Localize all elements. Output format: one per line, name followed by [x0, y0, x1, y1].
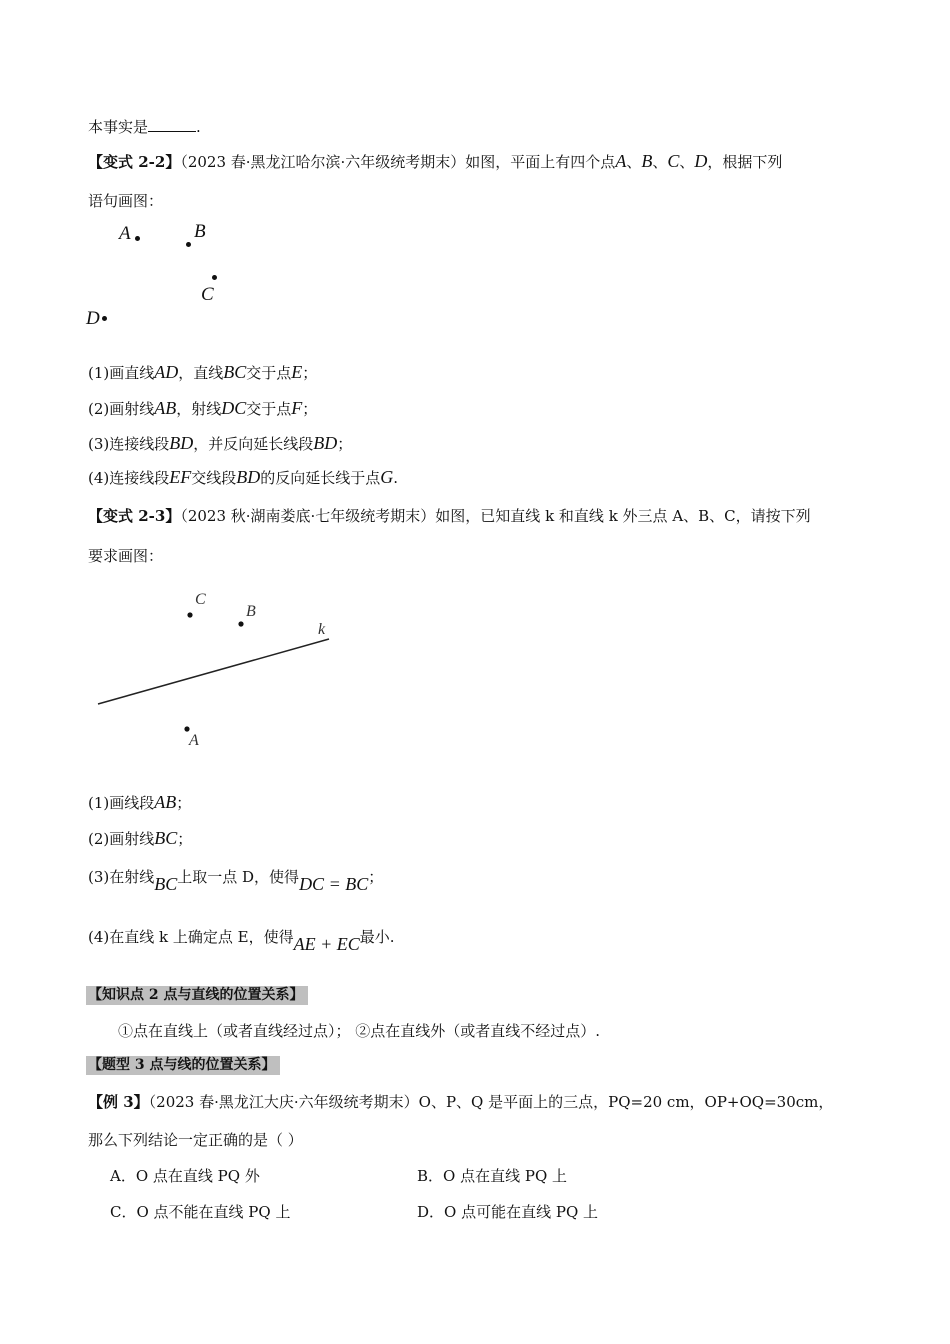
item-math: BD: [169, 433, 194, 453]
option-c[interactable]: C．O 点不能在直线 PQ 上: [110, 1203, 291, 1221]
variant-2-2-text: （2023 春·黑龙江哈尔滨·六年级统考期末）如图，平面上有四个点: [180, 153, 616, 171]
point-d-ref: D: [694, 151, 708, 171]
item-text: (4)在直线 k 上确定点 E，使得: [88, 928, 294, 946]
item-math: AB: [154, 792, 177, 812]
option-b[interactable]: B．O 点在直线 PQ 上: [417, 1167, 568, 1185]
figure1-label-b: B: [194, 221, 206, 242]
line-k: [98, 639, 329, 704]
item-math: AD: [154, 362, 179, 382]
figure2-label-b: B: [246, 603, 256, 620]
variant-2-3-line2: 要求画图：: [88, 547, 164, 565]
variant-2-3-item-3: [88, 866, 384, 894]
variant-2-2-line2: 语句画图：: [88, 192, 164, 210]
item-math: AB: [154, 398, 177, 418]
item-text: (1)画直线: [88, 364, 155, 382]
variant-2-3-item-1: [88, 792, 191, 813]
item-text: ；: [177, 830, 193, 848]
knowledge-point-2-heading: 【知识点 2 点与直线的位置关系】: [86, 986, 308, 1005]
item-math: EF: [169, 467, 192, 487]
item-math: DC: [221, 398, 247, 418]
item-text: 交线段: [191, 469, 237, 487]
sep: 、: [626, 153, 642, 171]
item-math: BC: [154, 874, 178, 894]
item-math: DC = BC: [299, 874, 369, 894]
figure2-point-b: [238, 621, 243, 626]
item-math: E: [291, 362, 303, 382]
item-text: ，直线: [178, 364, 224, 382]
item-text: (1)画线段: [88, 794, 155, 812]
item-text: 交于点: [246, 400, 292, 418]
item-text: (2)画射线: [88, 830, 155, 848]
variant-2-3-item-4: [88, 926, 395, 954]
variant-2-3-text: （2023 秋·湖南娄底·七年级统考期末）如图，已知直线 k 和直线 k 外三点 A、B、C，请按下列: [180, 507, 811, 525]
question-type-3-heading: 【题型 3 点与线的位置关系】: [86, 1056, 280, 1075]
example-3-line1: [88, 1092, 833, 1112]
figure1-label-c: C: [201, 284, 214, 305]
item-math: BD: [236, 467, 261, 487]
item-text: (2)画射线: [88, 400, 155, 418]
item-text: 最小.: [359, 928, 395, 946]
figure2-point-a: [184, 726, 189, 731]
item-math: BC: [223, 362, 247, 382]
item-math: AE + EC: [293, 934, 360, 954]
item-text: (4)连接线段: [88, 469, 170, 487]
sep: 、: [679, 153, 695, 171]
figure2-point-c: [187, 612, 192, 617]
knowledge-point-2-text: ①点在直线上（或者直线经过点）； ②点在直线外（或者直线不经过点）.: [118, 1022, 601, 1040]
figure1-label-d: D: [86, 308, 100, 329]
item-math: F: [291, 398, 303, 418]
figure2-label-c: C: [195, 591, 206, 608]
item-text: ，射线: [176, 400, 222, 418]
variant-2-2-tail: ，根据下列: [707, 153, 783, 171]
item-text: (3)在射线: [88, 868, 155, 886]
item-math: BC: [154, 828, 178, 848]
item-math: BD: [313, 433, 338, 453]
item-math: G: [380, 467, 394, 487]
option-a[interactable]: A．O 点在直线 PQ 外: [110, 1167, 260, 1185]
item-text: .: [393, 469, 399, 487]
example-3-line2: 那么下列结论一定正确的是（ ）: [88, 1131, 303, 1149]
item-text: (3)连接线段: [88, 435, 170, 453]
item-text: ；: [176, 794, 192, 812]
item-text: 的反向延长线于点: [260, 469, 381, 487]
figure2-label-a: A: [189, 732, 199, 749]
point-b-ref: B: [641, 151, 653, 171]
item-text: 交于点: [246, 364, 292, 382]
item-text: ；: [302, 364, 318, 382]
item-text: 上取一点 D，使得: [177, 868, 300, 886]
item-text: ；: [337, 435, 353, 453]
sep: 、: [652, 153, 668, 171]
example-3-tag: 【例 3】: [88, 1093, 149, 1111]
variant-2-3-tag: 【变式 2-3】: [88, 507, 181, 525]
option-d[interactable]: D．O 点可能在直线 PQ 上: [417, 1203, 599, 1221]
item-text: ；: [368, 868, 384, 886]
intro-end: .: [196, 118, 201, 136]
figure2-label-k: k: [318, 621, 326, 638]
item-text: ；: [302, 400, 318, 418]
point-c-ref: C: [667, 151, 680, 171]
item-text: ，并反向延长线段: [193, 435, 314, 453]
variant-2-2-tag: 【变式 2-2】: [88, 153, 181, 171]
figure1-label-a: A: [119, 223, 131, 244]
example-3-text: （2023 春·黑龙江大庆·六年级统考期末）O、P、Q 是平面上的三点，PQ=20 cm，OP+OQ=30cm，: [148, 1093, 834, 1111]
variant-2-3-item-2: [88, 828, 192, 849]
point-a-ref: A: [615, 151, 627, 171]
intro-text: 本事实是: [88, 118, 149, 136]
